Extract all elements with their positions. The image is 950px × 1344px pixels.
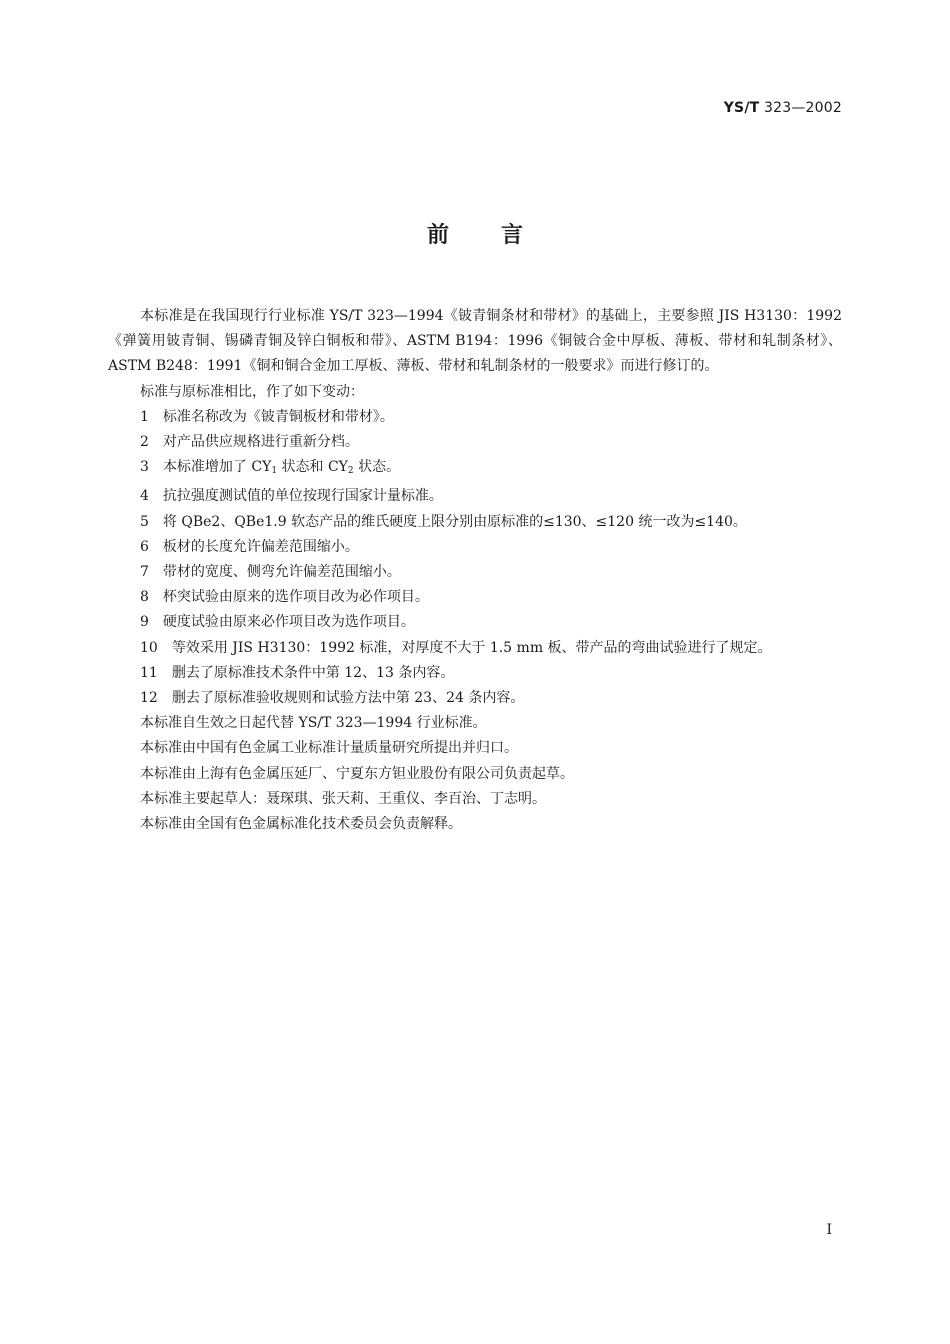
change-text: 带材的宽度、侧弯允许偏差范围缩小。 [162, 564, 401, 581]
change-number: 3 [140, 459, 149, 476]
change-text: 标准名称改为《铍青铜板材和带材》。 [162, 408, 394, 425]
closing-line: 本标准自生效之日起代替 YS/T 323—1994 行业标准。 [140, 715, 487, 732]
change-item [108, 484, 842, 509]
change-text: 抗拉强度测试值的单位按现行国家计量标准。 [162, 488, 443, 505]
change-item [108, 405, 842, 430]
change-number: 4 [140, 488, 149, 505]
change-number: 12 [140, 690, 158, 707]
standard-code [724, 100, 842, 116]
foreword-body [108, 304, 842, 837]
change-number: 9 [140, 614, 149, 631]
change-item [108, 455, 842, 484]
intro-paragraph: 本标准是在我国现行行业标准 YS/T 323—1994《铍青铜条材和带材》的基础上，主要参照 JIS H3130：1992《弹簧用铍青铜、锡磷青铜及锌白铜板和带》、ASTM B194：1996《铜铍合金中厚板、薄板、带材和轧制条材》、ASTM B248：1991《铜和铜合金加工厚板、薄板、带材和轧制条材的一般要求》而进行修订的。 [108, 308, 842, 375]
page-number: I [826, 1222, 832, 1238]
change-text: 删去了原标准验收规则和试验方法中第 23、24 条内容。 [171, 690, 525, 707]
change-item [108, 610, 842, 635]
change-number: 7 [140, 564, 149, 581]
change-text-part: 状态。 [353, 459, 401, 476]
change-text: 等效采用 JIS H3130：1992 标准，对厚度不大于 1.5 mm 板、带产品的弯曲试验进行了规定。 [171, 639, 772, 656]
page-title: 前言 [426, 223, 575, 248]
change-item [108, 510, 842, 535]
change-text: 硬度试验由原来必作项目改为选作项目。 [162, 614, 415, 631]
change-item [108, 585, 842, 610]
change-text: 板材的长度允许偏差范围缩小。 [162, 538, 359, 555]
closing-line: 本标准由全国有色金属标准化技术委员会负责解释。 [140, 816, 462, 833]
state-subscript: 1 [271, 466, 278, 477]
state-subscript: 2 [347, 466, 354, 477]
change-number: 11 [140, 664, 158, 681]
change-number: 8 [140, 589, 149, 606]
change-number: 1 [140, 408, 149, 425]
change-text-part: 状态和 CY [277, 459, 348, 476]
closing-line: 本标准主要起草人：聂琛琪、张天莉、王重仪、李百治、丁志明。 [140, 790, 546, 807]
closing-line: 本标准由上海有色金属压延厂、宁夏东方钽业股份有限公司负责起草。 [140, 765, 574, 782]
closing-line: 本标准由中国有色金属工业标准计量质量研究所提出并归口。 [140, 740, 518, 757]
change-text-part: 本标准增加了 CY [162, 459, 272, 476]
change-text: 杯突试验由原来的选作项目改为必作项目。 [162, 589, 429, 606]
standard-prefix: YS/T [723, 100, 760, 116]
changes-intro: 标准与原标准相比，作了如下变动： [140, 383, 364, 400]
change-item [108, 661, 842, 686]
change-item [108, 636, 842, 661]
change-number: 6 [140, 538, 149, 555]
change-text: 对产品供应规格进行重新分档。 [162, 434, 359, 451]
change-number: 5 [140, 513, 149, 530]
change-item [108, 535, 842, 560]
change-item [108, 686, 842, 711]
change-text: 删去了原标准技术条件中第 12、13 条内容。 [171, 664, 455, 681]
change-number: 10 [140, 639, 158, 656]
change-item [108, 430, 842, 455]
change-item [108, 560, 842, 585]
change-number: 2 [140, 434, 149, 451]
change-text: 将 QBe2、QBe1.9 软态产品的维氏硬度上限分别由原标准的≤130、≤120 统一改为≤140。 [162, 513, 747, 530]
standard-number: 323—2002 [759, 100, 842, 116]
